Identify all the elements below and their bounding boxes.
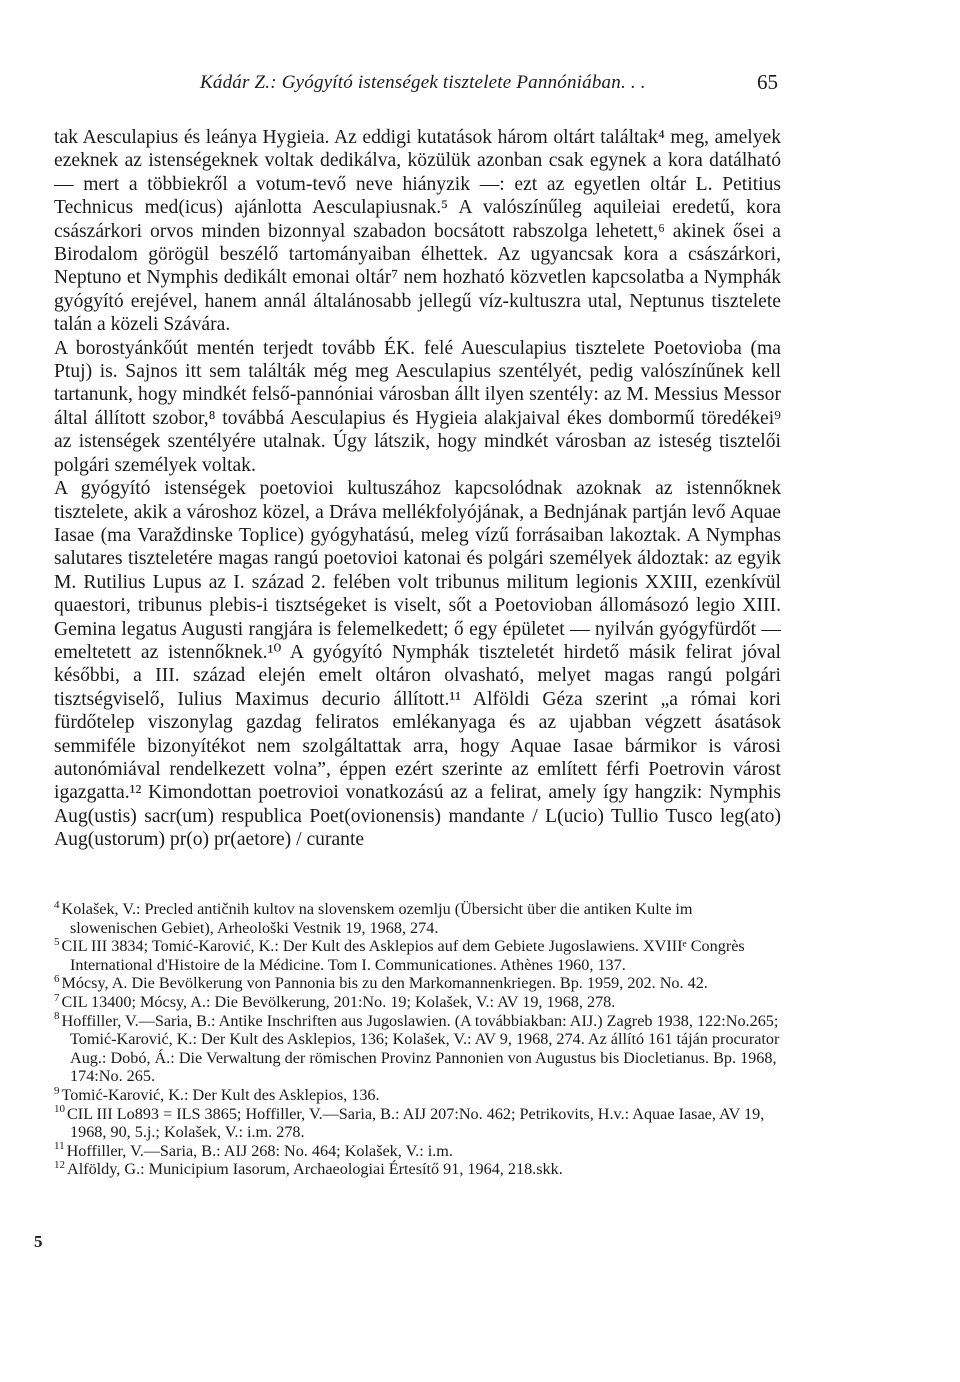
paragraph-3: A gyógyító istenségek poetovioi kultuszához kapcsolódnak azoknak az istennőknek tisztelete, akik a városhoz közel, a Dráva mellékfolyójának, a Bednjának partján levő Aquae Iasae (ma Varaždinske Toplice) gyógyhatású, meleg vízű forrásaiban lakoztak. A Nymphas salutares tiszteletére magas rangú poetovioi katonai és polgári személyek áldoztak: az egyik M. Rutilius Lupus az I. század 2. felében volt tribunus militum legionis XXIII, ezenkívül quaestori, tribunus plebis-i tisztségeket is viselt, sőt a Poetovioban állomásozó legio XIII. Gemina legatus Augusti rangjára is felemelkedett; ő egy épületet — nyilván gyógyfürdőt — emeltetett az istennőknek.¹⁰ A gyógyító Nymphák tiszteletét hirdető másik felirat jóval későbbi, a III. század elején emelt oltáron olvasható, melyet magas rangú polgári tisztségviselő, Iulius Maximus decurio állított.¹¹ Alföldi Géza szerint „a római kori fürdőtelep viszonylag gazdag feliratos emlékanyaga és az ujabban végzett ásatások semmiféle bizonyítékot nem szolgáltattak arra, hogy Aquae Iasae bármikor is városi autonómiával rendelkezett volna”, éppen ezért szerinte az említett férfi Poetrovin várost igazgatta.¹² Kimondottan poetrovioi vonatkozású az a felirat, amely így hangzik: Nymphis Aug(ustis) sacr(um) respublica Poet(ovionensis) mandante / L(ucio) Tullio Tusco leg(ato) Aug(ustorum) pr(o) pr(aetore) / curante: [54, 478, 781, 851]
footnotes: [54, 900, 781, 1179]
body-text: [54, 126, 781, 852]
running-title: Kádár Z.: Gyógyító istenségek tisztelete Pannóniában. . .: [200, 72, 646, 93]
footnote-5: $^5$ CIL III 3834; Tomić-Karović, K.: Der Kult des Asklepios auf dem Gebiete Jugoslawiens. XVIIIᵉ Congrès International d'Histoire de la Médicine. Tom I. Communicationes. Athènes 1960, 137.: [54, 935, 745, 974]
paragraph-2: A borostyánkőút mentén terjedt tovább ÉK. felé Auesculapius tisztelete Poetovioba (ma Ptuj) is. Sajnos itt sem találták még meg Aesculapius szentélyét, pedig valószínűnek kell tartanunk, hogy mindkét felső-pannóniai városban állt ilyen szentély: az M. Messius Messor által állított szobor,⁸ továbbá Aesculapius és Hygieia alakjaival ékes dombormű töredékei⁹ az istenségek szentélyére utalnak. Úgy látszik, hogy mindkét városban az isteség tisztelői polgári személyek voltak.: [54, 337, 781, 476]
footnote-10: $^{10}$ CIL III Lo893 = ILS 3865; Hoffiller, V.—Saria, B.: AIJ 207:No. 462; Petrikovits, H.v.: Aquae Iasae, AV 19, 1968, 90, 5.j.; Kolašek, V.: i.m. 278.: [54, 1103, 765, 1142]
footnote-8: $^8$ Hoffiller, V.—Saria, B.: Antike Inschriften aus Jugoslawien. (A továbbiakban: AIJ.) Zagreb 1938, 122:No.265; Tomić-Karović, K.: Der Kult des Asklepios, 136; Kolašek, V.: AV 9, 1968, 274. Az állító 161 táján procurator Aug.: Dobó, Á.: Die Verwaltung der römischen Provinz Pannonien von Augustus bis Diocletianus. Bp. 1968, 174:No. 265.: [54, 1010, 780, 1086]
footnote-11: $^{11}$ Hoffiller, V.—Saria, B.: AIJ 268: No. 464; Kolašek, V.: i.m.: [54, 1140, 453, 1160]
footnote-12: $^{12}$ Alföldy, G.: Municipium Iasorum, Archaeologiai Értesítő 91, 1964, 218.skk.: [54, 1158, 563, 1179]
footnote-7: $^7$ CIL 13400; Mócsy, A.: Die Bevölkerung, 201:No. 19; Kolašek, V.: AV 19, 1968, 278.: [54, 991, 616, 1011]
paragraph-1: tak Aesculapius és leánya Hygieia. Az eddigi kutatások három oltárt találtak⁴ meg, amelyek ezeknek az istenségeknek voltak dedikálva, közülük azonban csak egynek a kora datálható — mert a többiekről a votum-tevő neve hiányzik —: ezt az egyetlen oltár L. Petitius Technicus med(icus) ajánlotta Aesculapiusnak.⁵ A valószínűleg aquileiai eredetű, kora császárkori orvos minden bizonnyal szabadon bocsátott rabszolga lehetett,⁶ akinek ősei a Birodalom görögül beszélő tartományaiban élhettek. Az ugyancsak kora a császárkori, Neptuno et Nymphis dedikált emonai oltár⁷ nem hozható közvetlen kapcsolatba a Nymphák gyógyító erejével, hanem annál általánosabb jellegű víz-kultuszra utal, Neptunus tisztelete talán a közeli Szávára.: [54, 127, 781, 336]
footnote-6: $^6$ Mócsy, A. Die Bevölkerung von Pannonia bis zu den Markomannenkriegen. Bp. 1959, 202. No. 42.: [54, 972, 708, 993]
footnote-4: $^4$ Kolašek, V.: Precled antičnih kultov na slovenskem ozemlju (Übersicht über die antiken Kulte im slowenischen Gebiet), Arheološki Vestnik 19, 1968, 274.: [54, 898, 693, 937]
page-number: 65: [757, 70, 778, 94]
footnote-9: $^9$ Tomić-Karović, K.: Der Kult des Asklepios, 136.: [54, 1084, 380, 1104]
signature-mark: 5: [34, 1232, 43, 1251]
